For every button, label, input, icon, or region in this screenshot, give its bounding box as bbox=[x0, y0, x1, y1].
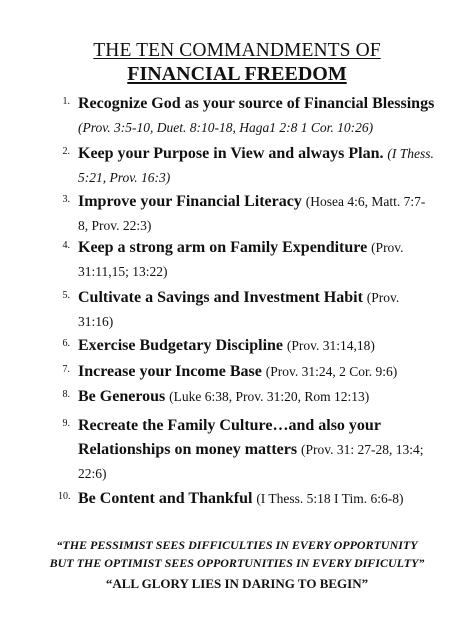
commandment-item-2 bbox=[62, 142, 458, 190]
commandment-item-4 bbox=[62, 236, 458, 284]
item-heading: Recognize God as your source of Financial Blessings bbox=[78, 95, 435, 112]
item-heading: Increase your Income Base bbox=[78, 363, 262, 380]
title-line-1: THE TEN COMMANDMENTS OF bbox=[93, 40, 381, 61]
item-reference: (Prov. 31:24, 2 Cor. 9:6) bbox=[265, 364, 398, 379]
item-number: 9. bbox=[62, 418, 70, 429]
item-heading: Improve your Financial Literacy bbox=[78, 193, 302, 210]
item-heading: Be Content and Thankful bbox=[78, 490, 253, 507]
item-number: 2. bbox=[62, 146, 70, 157]
item-reference: (Prov. 3:5-10, Duet. 8:10-18, Haga1 2:8 1 Cor. 10:26) bbox=[78, 120, 374, 135]
item-reference-cont: 5:21, Prov. 16:3) bbox=[78, 170, 171, 185]
item-number: 7. bbox=[62, 364, 70, 375]
item-number: 4. bbox=[62, 240, 70, 251]
item-reference: (I Thess. bbox=[387, 146, 434, 161]
commandment-item-7 bbox=[62, 360, 458, 384]
title-line-2: FINANCIAL FREEDOM bbox=[127, 63, 347, 85]
commandment-item-5 bbox=[62, 286, 458, 334]
item-heading: Keep your Purpose in View and always Plan. bbox=[78, 145, 384, 162]
item-reference: (Luke 6:38, Prov. 31:20, Rom 12:13) bbox=[169, 389, 370, 404]
commandment-item-3 bbox=[62, 190, 458, 238]
item-heading: Keep a strong arm on Family Expenditure bbox=[78, 239, 368, 256]
commandment-item-10 bbox=[58, 487, 458, 511]
item-reference-cont: 22:6) bbox=[78, 466, 107, 481]
item-number: 10. bbox=[58, 491, 71, 502]
commandment-item-6 bbox=[62, 334, 458, 358]
item-heading: Recreate the Family Culture…and also your bbox=[78, 417, 381, 434]
item-heading: Be Generous bbox=[78, 388, 166, 405]
item-number: 5. bbox=[62, 290, 70, 301]
commandment-item-9 bbox=[62, 414, 458, 486]
quote-line-2: BUT THE OPTIMIST SEES OPPORTUNITIES IN EVERY DIFICULTY” bbox=[49, 556, 425, 570]
item-reference: (Prov. 31:14,18) bbox=[286, 338, 375, 353]
item-reference-cont: 31:11,15; 13:22) bbox=[78, 264, 168, 279]
quote-line-1: “THE PESSIMIST SEES DIFFICULTIES IN EVERY OPPORTUNITY bbox=[56, 538, 418, 552]
item-reference: (I Thess. 5:18 I Tim. 6:6-8) bbox=[256, 491, 404, 506]
item-reference: (Prov. bbox=[366, 290, 400, 305]
item-number: 6. bbox=[62, 338, 70, 349]
item-heading-cont: Relationships on money matters bbox=[78, 441, 298, 458]
item-reference-cont: 8, Prov. 22:3) bbox=[78, 218, 152, 233]
item-heading: Cultivate a Savings and Investment Habit bbox=[78, 289, 363, 306]
item-number: 1. bbox=[62, 96, 70, 107]
commandment-item-8 bbox=[62, 385, 458, 409]
item-reference-cont: 31:16) bbox=[78, 314, 114, 329]
item-reference: (Prov. bbox=[371, 240, 404, 255]
item-reference: (Hosea 4:6, Matt. 7:7- bbox=[305, 194, 426, 209]
quote-line-3: “ALL GLORY LIES IN DARING TO BEGIN” bbox=[105, 576, 369, 591]
item-reference: (Prov. 31: 27-28, 13:4; bbox=[300, 442, 424, 457]
item-heading: Exercise Budgetary Discipline bbox=[78, 337, 284, 354]
item-number: 3. bbox=[62, 194, 70, 205]
commandment-item-1 bbox=[62, 92, 458, 140]
item-number: 8. bbox=[62, 389, 70, 400]
